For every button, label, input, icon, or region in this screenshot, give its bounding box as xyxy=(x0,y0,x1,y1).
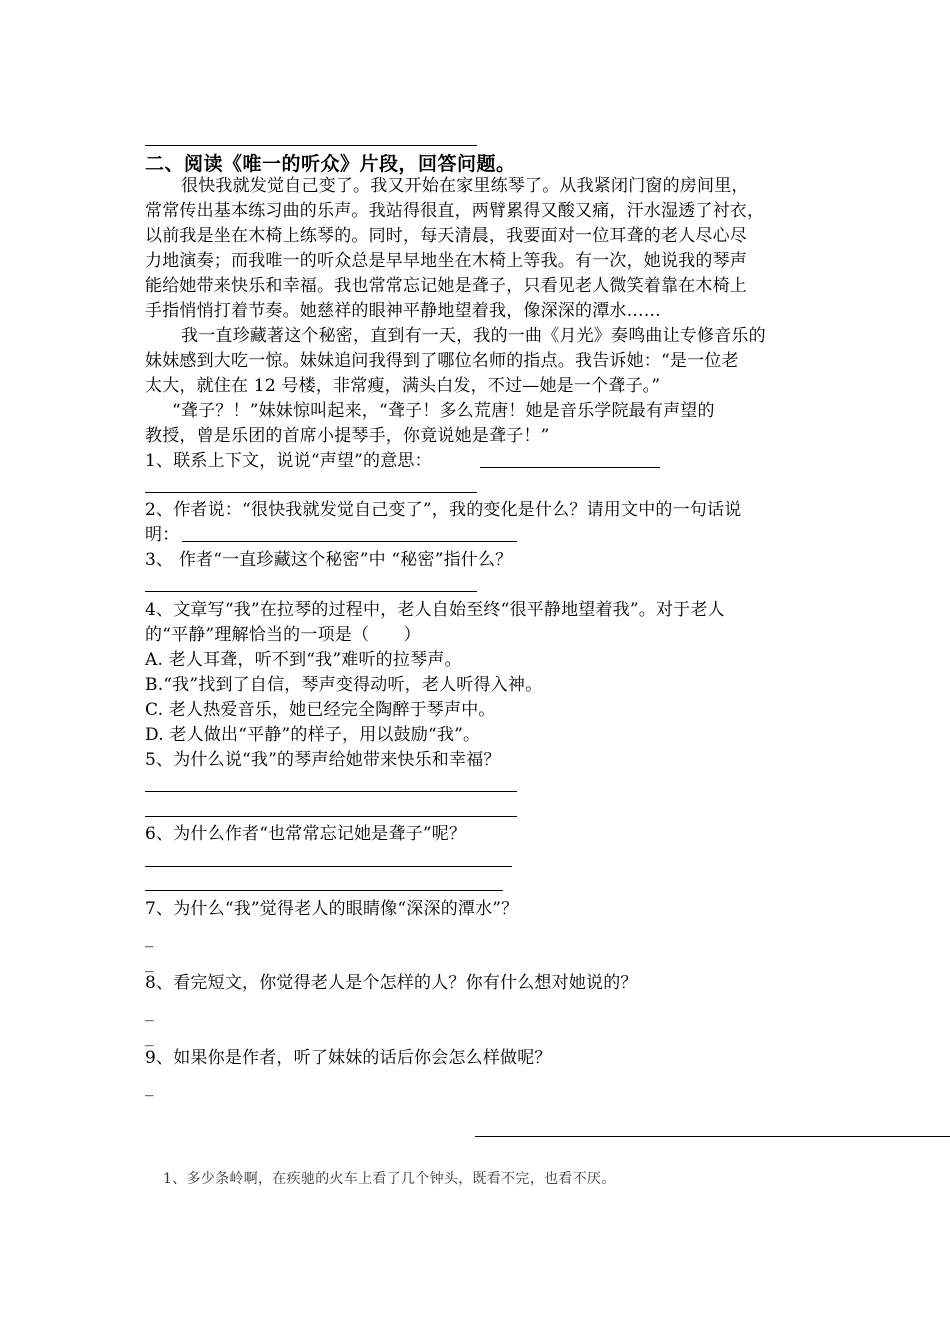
option-a[interactable]: A. 老人耳聋，听不到“我”难听的拉琴声。 xyxy=(145,650,462,670)
footer-rule xyxy=(475,1136,950,1137)
passage-line: 太大，就住在 12 号楼，非常瘦，满头白发，不过—她是一个聋子。” xyxy=(145,376,661,396)
answer-dash[interactable]: _ xyxy=(145,1002,154,1022)
answer-line-q6b[interactable] xyxy=(145,890,503,891)
question-3: 3、 作者“一直珍藏这个秘密”中 “秘密”指什么？ xyxy=(145,550,513,570)
passage-line: 妹妹感到大吃一惊。妹妹追问我得到了哪位名师的指点。我告诉她：“是一位老 xyxy=(145,351,739,371)
question-7: 7、为什么“我”觉得老人的眼睛像“深深的潭水”？ xyxy=(145,899,519,919)
question-4-cont: 的“平静”理解恰当的一项是（ ） xyxy=(145,625,421,645)
passage-line: 以前我是坐在木椅上练琴的。同时，每天清晨，我要面对一位耳聋的老人尽心尽 xyxy=(145,226,747,246)
question-5: 5、为什么说“我”的琴声给她带来快乐和幸福？ xyxy=(145,750,501,770)
passage-line: 力地演奏；而我唯一的听众总是早早地坐在木椅上等我。有一次，她说我的琴声 xyxy=(145,251,747,271)
question-4: 4、文章写“我”在拉琴的过程中，老人自始至终“很平静地望着我”。对于老人 xyxy=(145,600,725,620)
passage-line: 手指悄悄打着节奏。她慈祥的眼神平静地望着我，像深深的潭水…… xyxy=(145,301,661,321)
option-c[interactable]: C. 老人热爱音乐，她已经完全陶醉于琴声中。 xyxy=(145,700,496,720)
passage-line: 我一直珍藏著这个秘密，直到有一天，我的一曲《月光》奏鸣曲让专修音乐的 xyxy=(181,326,766,346)
option-b[interactable]: B.“我”找到了自信，琴声变得动听，老人听得入神。 xyxy=(145,675,543,695)
passage-line: “聋子？！”妹妹惊叫起来，“聋子！多么荒唐！她是音乐学院最有声望的 xyxy=(172,401,715,421)
question-1: 1、联系上下文，说说“声望”的意思： xyxy=(145,451,432,471)
answer-dash[interactable]: _ xyxy=(145,1077,154,1097)
answer-blank-q2[interactable] xyxy=(182,541,517,542)
top-rule xyxy=(145,145,477,146)
passage-line: 很快我就发觉自己变了。我又开始在家里练琴了。从我紧闭门窗的房间里， xyxy=(181,176,749,196)
section-heading: 二、阅读《唯一的听众》片段，回答问题。 xyxy=(145,153,516,175)
answer-dash[interactable]: _ xyxy=(145,1027,154,1047)
answer-dash[interactable]: _ xyxy=(145,928,154,948)
answer-line-q3[interactable] xyxy=(145,591,477,592)
question-9: 9、如果你是作者，听了妹妹的话后你会怎么样做呢？ xyxy=(145,1048,552,1068)
passage-line: 常常传出基本练习曲的乐声。我站得很直，两臂累得又酸又痛，汗水湿透了衬衣， xyxy=(145,201,765,221)
passage-line: 教授，曾是乐团的首席小提琴手，你竟说她是聋子！” xyxy=(145,426,550,446)
passage-line: 能给她带来快乐和幸福。我也常常忘记她是聋子，只看见老人微笑着靠在木椅上 xyxy=(145,276,747,296)
question-2: 2、作者说：“很快我就发觉自己变了”，我的变化是什么？请用文中的一句话说 xyxy=(145,500,742,520)
option-d[interactable]: D. 老人做出“平静”的样子，用以鼓励“我”。 xyxy=(145,725,481,745)
answer-dash[interactable]: _ xyxy=(145,953,154,973)
answer-line-q5a[interactable] xyxy=(145,791,517,792)
question-8: 8、看完短文，你觉得老人是个怎样的人？你有什么想对她说的？ xyxy=(145,973,638,993)
question-6: 6、为什么作者“也常常忘记她是聋子”呢？ xyxy=(145,824,467,844)
answer-line-q6a[interactable] xyxy=(145,866,512,867)
answer-line-q5b[interactable] xyxy=(145,816,517,817)
answer-line-q1[interactable] xyxy=(145,492,477,493)
footer-note: 1、多少条岭啊，在疾驰的火车上看了几个钟头，既看不完，也看不厌。 xyxy=(163,1171,616,1187)
answer-blank-q1[interactable] xyxy=(480,467,660,468)
question-2-cont: 明： xyxy=(145,525,180,545)
